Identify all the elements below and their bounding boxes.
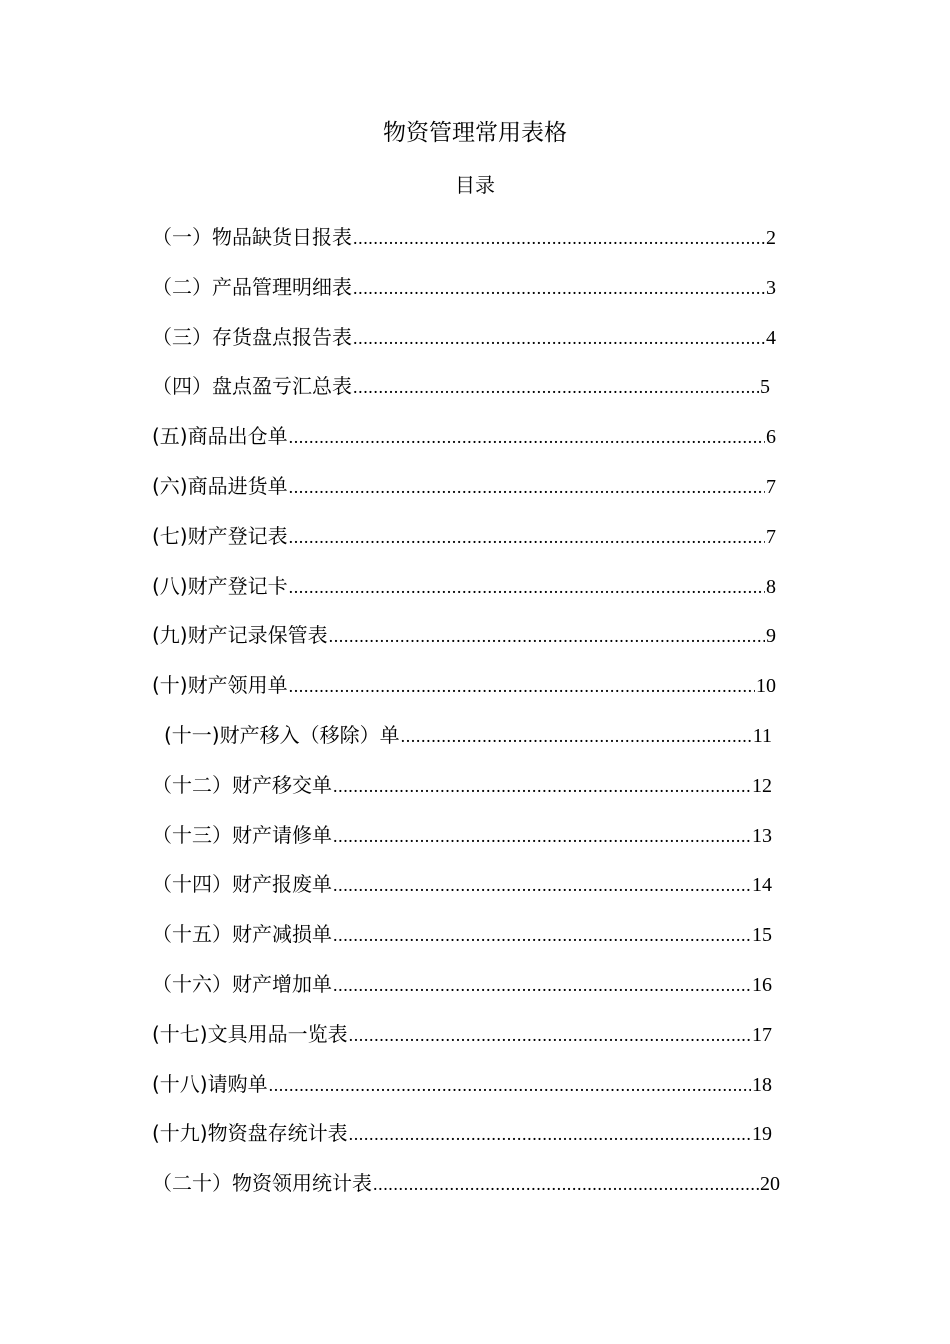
toc-entry[interactable] bbox=[152, 521, 776, 551]
toc-dot-leader bbox=[289, 422, 765, 452]
toc-entry[interactable] bbox=[152, 1118, 772, 1148]
toc-entry-page-number: 10 bbox=[756, 675, 776, 697]
toc-dot-leader bbox=[353, 223, 765, 253]
toc-entry-label: (七)财产登记表 bbox=[152, 524, 288, 548]
toc-entry-label: (十八)请购单 bbox=[152, 1072, 268, 1096]
document-title: 物资管理常用表格 bbox=[383, 120, 567, 146]
toc-dot-leader bbox=[333, 970, 751, 1000]
toc-entry-label: （一）物品缺货日报表 bbox=[152, 225, 352, 249]
toc-entry-label: (十一)财产移入（移除）单 bbox=[164, 723, 400, 747]
toc-dot-leader bbox=[333, 870, 751, 900]
toc-dot-leader bbox=[269, 1070, 751, 1100]
toc-entry-page-number: 19 bbox=[752, 1123, 772, 1145]
toc-entry-label: （三）存货盘点报告表 bbox=[152, 325, 352, 349]
toc-dot-leader bbox=[353, 323, 765, 353]
toc-entry[interactable] bbox=[152, 1019, 772, 1049]
toc-entry[interactable] bbox=[152, 222, 776, 252]
toc-entry[interactable] bbox=[152, 322, 776, 352]
toc-entry[interactable] bbox=[152, 471, 776, 501]
toc-dot-leader bbox=[289, 522, 765, 552]
toc-dot-leader bbox=[289, 671, 755, 701]
toc-entry-page-number: 2 bbox=[766, 227, 776, 249]
toc-entry[interactable] bbox=[152, 272, 776, 302]
toc-entry-page-number: 8 bbox=[766, 576, 776, 598]
toc-entry-page-number: 6 bbox=[766, 426, 776, 448]
toc-entry-label: （十三）财产请修单 bbox=[152, 823, 332, 847]
toc-entry-page-number: 11 bbox=[752, 725, 772, 747]
toc-entry-label: (十七)文具用品一览表 bbox=[152, 1022, 348, 1046]
toc-entry-page-number: 7 bbox=[766, 526, 776, 548]
toc-dot-leader bbox=[333, 920, 751, 950]
toc-entry[interactable] bbox=[152, 421, 776, 451]
toc-entry-label: (五)商品出仓单 bbox=[152, 424, 288, 448]
toc-heading: 目录 bbox=[455, 173, 495, 197]
toc-entry[interactable] bbox=[152, 620, 776, 650]
toc-entry-label: (十)财产领用单 bbox=[152, 673, 288, 697]
toc-entry-page-number: 18 bbox=[752, 1074, 772, 1096]
toc-dot-leader bbox=[353, 372, 759, 402]
toc-entry[interactable] bbox=[152, 670, 776, 700]
toc-entry-label: （十四）财产报废单 bbox=[152, 872, 332, 896]
toc-entry[interactable] bbox=[152, 1168, 780, 1198]
toc-entry[interactable] bbox=[152, 371, 770, 401]
toc-entry-page-number: 17 bbox=[752, 1024, 772, 1046]
toc-entry-page-number: 4 bbox=[766, 327, 776, 349]
toc-dot-leader bbox=[373, 1169, 759, 1199]
toc-entry-label: （四）盘点盈亏汇总表 bbox=[152, 374, 352, 398]
toc-entry-page-number: 9 bbox=[766, 625, 776, 647]
toc-entry[interactable] bbox=[152, 770, 772, 800]
toc-entry-label: （十六）财产增加单 bbox=[152, 972, 332, 996]
toc-entry-label: （二十）物资领用统计表 bbox=[152, 1171, 372, 1195]
toc-entry-page-number: 20 bbox=[760, 1173, 780, 1195]
toc-dot-leader bbox=[333, 771, 751, 801]
toc-entry-label: (六)商品进货单 bbox=[152, 474, 288, 498]
toc-entry[interactable] bbox=[152, 969, 772, 999]
toc-dot-leader bbox=[329, 621, 765, 651]
toc-entry-label: (十九)物资盘存统计表 bbox=[152, 1121, 348, 1145]
toc-dot-leader bbox=[401, 721, 752, 751]
toc-entry-label: (九)财产记录保管表 bbox=[152, 623, 328, 647]
toc-entry-label: （十五）财产减损单 bbox=[152, 922, 332, 946]
toc-entry-page-number: 12 bbox=[752, 775, 772, 797]
toc-entry-page-number: 16 bbox=[752, 974, 772, 996]
toc-entry-label: （十二）财产移交单 bbox=[152, 773, 332, 797]
toc-dot-leader bbox=[353, 273, 765, 303]
toc-entry-page-number: 15 bbox=[752, 924, 772, 946]
toc-entry[interactable] bbox=[164, 720, 772, 750]
toc-entry[interactable] bbox=[152, 919, 772, 949]
toc-entry-page-number: 14 bbox=[752, 874, 772, 896]
toc-entry-page-number: 13 bbox=[752, 825, 772, 847]
toc-entry-label: (八)财产登记卡 bbox=[152, 574, 288, 598]
toc-entry-label: （二）产品管理明细表 bbox=[152, 275, 352, 299]
toc-dot-leader bbox=[333, 821, 751, 851]
toc-dot-leader bbox=[349, 1119, 751, 1149]
toc-entry[interactable] bbox=[152, 571, 776, 601]
toc-entry-page-number: 5 bbox=[760, 376, 770, 398]
toc-dot-leader bbox=[289, 472, 765, 502]
toc-entry[interactable] bbox=[152, 1069, 772, 1099]
toc-dot-leader bbox=[349, 1020, 751, 1050]
toc-dot-leader bbox=[289, 572, 765, 602]
toc-entry[interactable] bbox=[152, 820, 772, 850]
toc-entry-page-number: 7 bbox=[766, 476, 776, 498]
toc-entry-page-number: 3 bbox=[766, 277, 776, 299]
toc-entry[interactable] bbox=[152, 869, 772, 899]
